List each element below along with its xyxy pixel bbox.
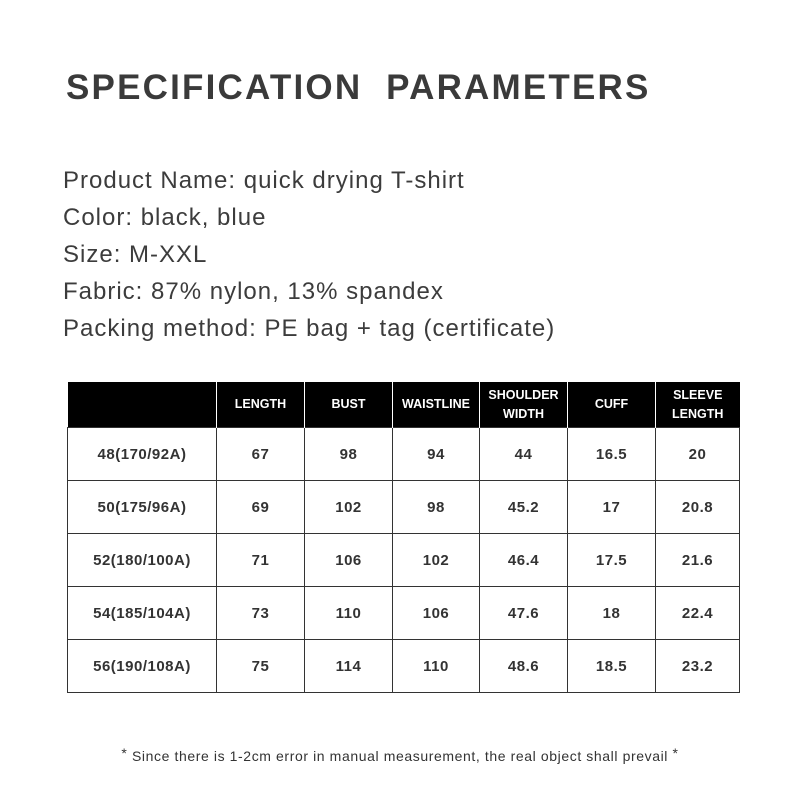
cell-length: 71 [217,534,305,587]
cell-cuff: 16.5 [568,428,656,481]
cell-bust: 110 [305,587,393,640]
cell-sleeve-length: 21.6 [656,534,740,587]
cell-cuff: 17.5 [568,534,656,587]
measurement-footnote [0,745,800,764]
cell-waistline: 94 [393,428,480,481]
product-details [63,162,555,347]
cell-waistline: 110 [393,640,480,693]
size-line: Size: M-XXL [63,241,208,268]
cell-cuff: 17 [568,481,656,534]
cell-length: 75 [217,640,305,693]
product-name-line: Product Name: quick drying T-shirt [63,167,465,194]
header-shoulder-width: SHOULDER WIDTH [480,382,568,428]
footnote-text: Since there is 1-2cm error in manual measurement, the real object shall prevail [131,748,669,764]
header-bust: BUST [305,382,393,428]
cell-waistline: 98 [393,481,480,534]
table-row [68,587,740,640]
cell-length: 73 [217,587,305,640]
page-title: SPECIFICATION PARAMETERS [66,68,651,107]
header-sleeve-length: SLEEVE LENGTH [656,382,740,428]
table-header-row [68,382,740,428]
header-cuff: CUFF [568,382,656,428]
packing-method-line: Packing method: PE bag + tag (certificate) [63,315,556,342]
cell-size: 52(180/100A) [68,534,217,587]
header-waistline: WAISTLINE [393,382,480,428]
cell-sleeve-length: 23.2 [656,640,740,693]
cell-size: 54(185/104A) [68,587,217,640]
cell-bust: 102 [305,481,393,534]
header-size [68,382,217,428]
asterisk-icon: * [121,745,128,761]
cell-sleeve-length: 20 [656,428,740,481]
cell-shoulder-width: 45.2 [480,481,568,534]
header-length: LENGTH [217,382,305,428]
cell-shoulder-width: 44 [480,428,568,481]
cell-shoulder-width: 47.6 [480,587,568,640]
table-row [68,640,740,693]
cell-sleeve-length: 20.8 [656,481,740,534]
cell-length: 67 [217,428,305,481]
color-line: Color: black, blue [63,204,267,231]
cell-shoulder-width: 46.4 [480,534,568,587]
cell-cuff: 18 [568,587,656,640]
cell-size: 50(175/96A) [68,481,217,534]
cell-waistline: 102 [393,534,480,587]
table-row [68,428,740,481]
cell-bust: 114 [305,640,393,693]
cell-bust: 106 [305,534,393,587]
cell-cuff: 18.5 [568,640,656,693]
cell-sleeve-length: 22.4 [656,587,740,640]
fabric-line: Fabric: 87% nylon, 13% spandex [63,278,444,305]
cell-bust: 98 [305,428,393,481]
cell-size: 56(190/108A) [68,640,217,693]
cell-waistline: 106 [393,587,480,640]
cell-size: 48(170/92A) [68,428,217,481]
cell-length: 69 [217,481,305,534]
table-row [68,481,740,534]
table-row [68,534,740,587]
cell-shoulder-width: 48.6 [480,640,568,693]
size-chart-table [67,382,740,693]
asterisk-icon: * [672,745,679,761]
